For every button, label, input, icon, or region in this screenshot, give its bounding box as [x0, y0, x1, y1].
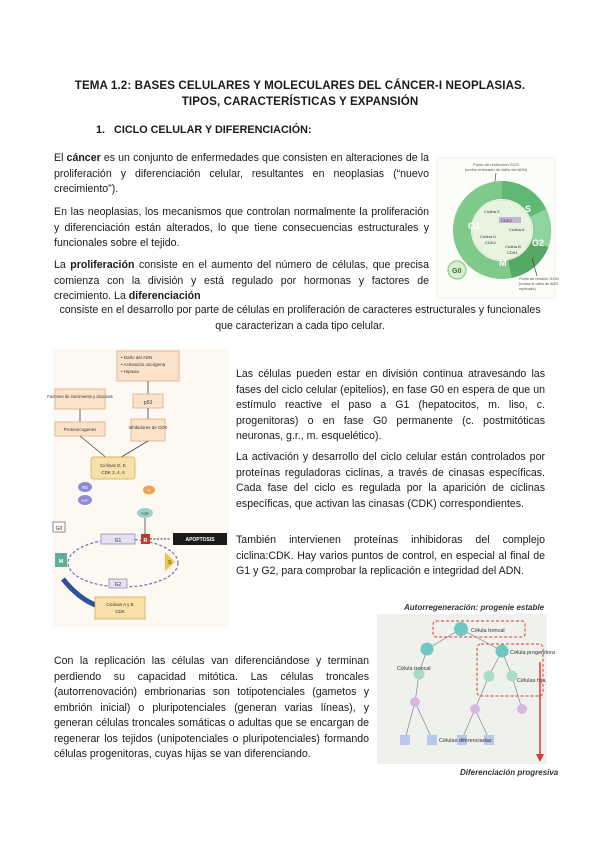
- cell-cycle-figure: [437, 158, 559, 298]
- phase-g1: G1: [468, 221, 481, 231]
- paragraph-fases: Las células pueden estar en división continua atravesando las fases del ciclo celular (epitelios), en fase G0 en espera de que un estímulo reactive el paso a G1 (hepatocitos, m. liso, c. progenitoras) o en fase G0 permanente (c. postmitóticas neuronas, g.r., m. esquelético).: [236, 368, 545, 442]
- bullet-activacion: • Activación oncógena: [121, 362, 166, 367]
- g2-label: G2: [114, 582, 122, 588]
- inner-ciclina-e: Ciclina E: [484, 209, 500, 214]
- para3-bold2: diferenciación: [128, 290, 201, 302]
- cyclins-ab: Ciclinas A y B: [106, 602, 134, 607]
- growth-factors: Factores de crecimiento y citocinas: [47, 394, 113, 399]
- section-title: CICLO CELULAR Y DIFERENCIACIÓN:: [114, 124, 312, 136]
- daughters-label: Células hija: [517, 678, 546, 684]
- r-label: R: [143, 538, 148, 544]
- rb-label: Rb: [82, 485, 88, 490]
- cyclins-de: Ciclinas D, E: [100, 463, 126, 468]
- inner-ciclina-a: Ciclina A: [509, 227, 525, 232]
- phase-g2: G2: [532, 238, 545, 248]
- document-title: [40, 78, 560, 110]
- inner-ciclina-d: Ciclina D: [480, 234, 497, 239]
- para3-pre: La: [54, 259, 71, 271]
- paragraph-replicacion: Con la replicación las células van diferenciándose y terminan perdiendo su capacidad mitótica. Las células troncales (autorrenovación) embrionarias son totipotenciales (gametos y embrión inicial) o pluripotenciales (generan varias líneas), y generan células troncales somáticas o adultas que se encargan de regenerar los tejidos (unipotenciales o pluripotenciales) formando células progenitoras, cuyas hijas se van diferenciando.: [54, 655, 369, 760]
- paragraph-proliferacion: [54, 258, 429, 305]
- e2f-label: E2F: [81, 498, 89, 503]
- stem-cell-figure: [377, 614, 555, 764]
- cycle-note-bottom-2: (revisa el daño de ADN: [519, 282, 559, 286]
- cycle-note-bottom-1: Punto de revisión G2/M: [519, 277, 559, 281]
- cdk-bottom: CDK: [115, 609, 125, 614]
- para3-bold1: proliferación: [70, 259, 135, 271]
- inner-cdk2: CDK2: [501, 218, 512, 223]
- cycle-note-top-2: (recibe enfocado de daño del ADN): [464, 167, 528, 172]
- paragraph-inhibidoras: También intervienen proteínas inhibidoras del complejo ciclina:CDK. Hay varios puntos de control, en especial al final de G1 y G2, para comprobar la replicación e integridad del ADN.: [236, 534, 545, 577]
- title-line-2: TIPOS, CARACTERÍSTICAS Y EXPANSIÓN: [181, 95, 419, 108]
- tgf-label: TGF: [141, 511, 149, 516]
- phase-s: S: [525, 204, 532, 214]
- title-line-1: TEMA 1.2: BASES CELULARES Y MOLECULARES DEL CÁNCER-I NEOPLASIAS.: [74, 79, 526, 92]
- paragraph-activacion: La activación y desarrollo del ciclo celular están controlados por proteínas reguladoras ciclinas, a través de cinasas específicas. Cada fase del ciclo es regulada por la aparición de ciclinas específicas, que activan las cinasas (CDK) correspondientes.: [236, 451, 545, 510]
- p-label: P: [147, 488, 151, 493]
- cycle-note-top-1: Punto de restricción G1/S: [473, 162, 519, 167]
- stem-cell-label-2: Célula troncal: [397, 666, 431, 672]
- inner-cdk1: CDK1: [507, 250, 518, 255]
- para3-mid: consiste en el aumento del número de células, que precisa comienza con la división y está regulado por hormonas y factores de crecimiento. La: [54, 259, 430, 302]
- cdk-246: CDK 2, 4, 6: [101, 470, 125, 475]
- differentiated-label: Células diferenciadas: [439, 738, 492, 744]
- stem-figure-top-label: Autorregeneración: progenie estable: [404, 603, 545, 612]
- bullet-dano: • Daño del ADN: [121, 355, 153, 360]
- s-label: S: [168, 560, 172, 566]
- m-label: M: [58, 559, 64, 565]
- bullet-hipoxia: • Hipoxia: [121, 369, 139, 374]
- stem-cell-label: Célula troncal: [471, 628, 505, 634]
- g0-label: G0: [55, 526, 63, 532]
- section-number: 1.: [96, 124, 106, 136]
- cdk-inhibitors: Inhibidores de CDK: [128, 425, 168, 430]
- protooncogenes: Protooncogenes: [63, 427, 97, 432]
- inner-cdk4: CDK4: [485, 240, 496, 245]
- g1-label: G1: [114, 538, 122, 544]
- phase-m: M: [499, 258, 507, 268]
- progenitor-label: Célula progenitora: [510, 650, 555, 656]
- section-heading: [96, 124, 312, 136]
- cycle-note-bottom-3: replicado): [519, 287, 536, 291]
- stem-figure-bottom-label: Diferenciación progresiva: [460, 768, 559, 777]
- p53-label: p53: [143, 400, 153, 406]
- checkpoint-figure: [47, 349, 229, 627]
- apoptosis-label: APOPTOSIS: [185, 537, 215, 543]
- inner-ciclina-b: Ciclina B: [505, 244, 521, 249]
- paragraph-neoplasias: En las neoplasias, los mecanismos que controlan normalmente la proliferación y diferenciación están alterados, lo que tiene consecuencias estructurales y funcionales sobre el tejido.: [54, 206, 429, 249]
- paragraph-cancer: [54, 151, 429, 198]
- phase-g0: G0: [452, 268, 462, 275]
- para1-pre: El: [54, 152, 67, 164]
- paragraph-proliferacion-end: consiste en el desarrollo por parte de células en proliferación de caracteres estructurales y funcionales que caracterizan a cada tipo celular.: [59, 304, 541, 332]
- para1-post: es un conjunto de enfermedades que consisten en alteraciones de la proliferación y diferenciación celular, resultantes en neoplasias (“nuevo crecimiento”).: [54, 152, 429, 195]
- para1-bold: cáncer: [66, 152, 101, 164]
